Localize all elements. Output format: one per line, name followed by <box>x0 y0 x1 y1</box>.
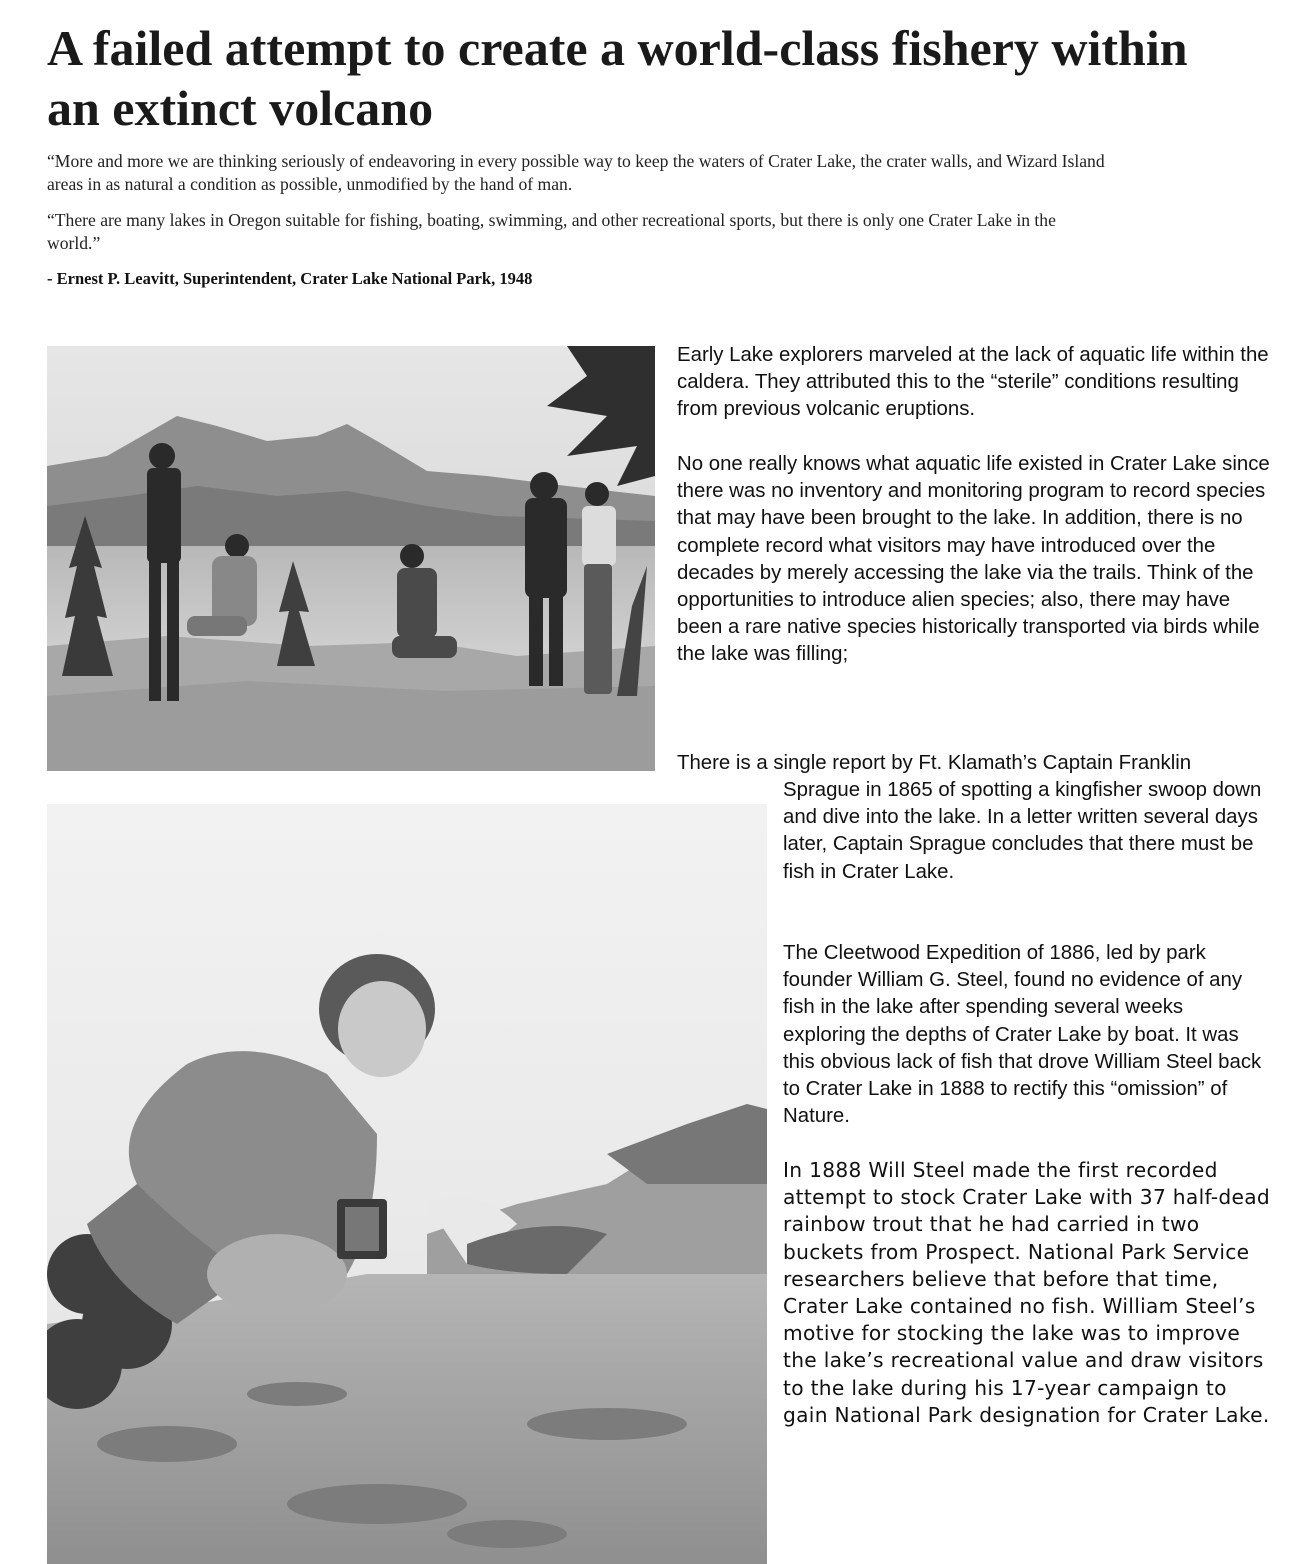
paragraph-early-explorers: Early Lake explorers marveled at the lack of aquatic life within the caldera. They attributed this to the “sterile” conditions resulting from previous volcanic eruptions. <box>677 344 1269 421</box>
quote-2: “There are many lakes in Oregon suitable for fishing, boating, swimming, and other recreational sports, but there is only one Crater Lake in the world.” <box>47 210 1056 253</box>
paragraph-sprague-first-line: There is a single report by Ft. Klamath’s Captain Franklin <box>677 752 1192 774</box>
page-title: A failed attempt to create a world-class fishery within an extinct volcano <box>47 20 1188 136</box>
quote-attribution: - Ernest P. Leavitt, Superintendent, Crater Lake National Park, 1948 <box>47 269 533 288</box>
paragraph-cleetwood-expedition: The Cleetwood Expedition of 1886, led by park founder William G. Steel, found no evidence of any fish in the lake after spending several weeks exploring the depths of Crater Lake by boat. It was this obvious lack of fish that drove William Steel back to Crater Lake in 1888 to rectify this “omission” of Nature. <box>783 942 1262 1128</box>
paragraph-sprague-rest: Sprague in 1865 of spotting a kingfisher swoop down and dive into the lake. In a letter written several days later, Captain Sprague concludes that there must be fish in Crater Lake. <box>783 779 1262 883</box>
quote-1: “More and more we are thinking seriously of endeavoring in every possible way to keep the waters of Crater Lake, the crater walls, and Wizard Island areas in as natural a condition as possible, unmodified by the hand of man. <box>47 151 1105 194</box>
paragraph-aquatic-life: No one really knows what aquatic life existed in Crater Lake since there was no inventory and monitoring program to record species that may have been brought to the lake. In addition, there is no complete record what visitors may have introduced over the decades by merely accessing the lake via the trails. Think of the opportunities to introduce alien species; also, there may have been a rare native species historically transported via birds while the lake was filling; <box>677 453 1270 666</box>
paragraph-first-stocking: In 1888 Will Steel made the first recorded attempt to stock Crater Lake with 37 half-dead rainbow trout that he had carried in two buckets from Prospect. National Park Service researchers believe that before that time, Crater Lake contained no fish. William Steel’s motive for stocking the lake was to improve the lake’s recreational value and draw visitors to the lake during his 17-year campaign to gain National Park designation for Crater Lake. <box>783 1158 1270 1427</box>
photo-explorers-at-crater-rim <box>47 346 655 771</box>
photo-man-kneeling-on-rocks <box>47 804 767 1564</box>
